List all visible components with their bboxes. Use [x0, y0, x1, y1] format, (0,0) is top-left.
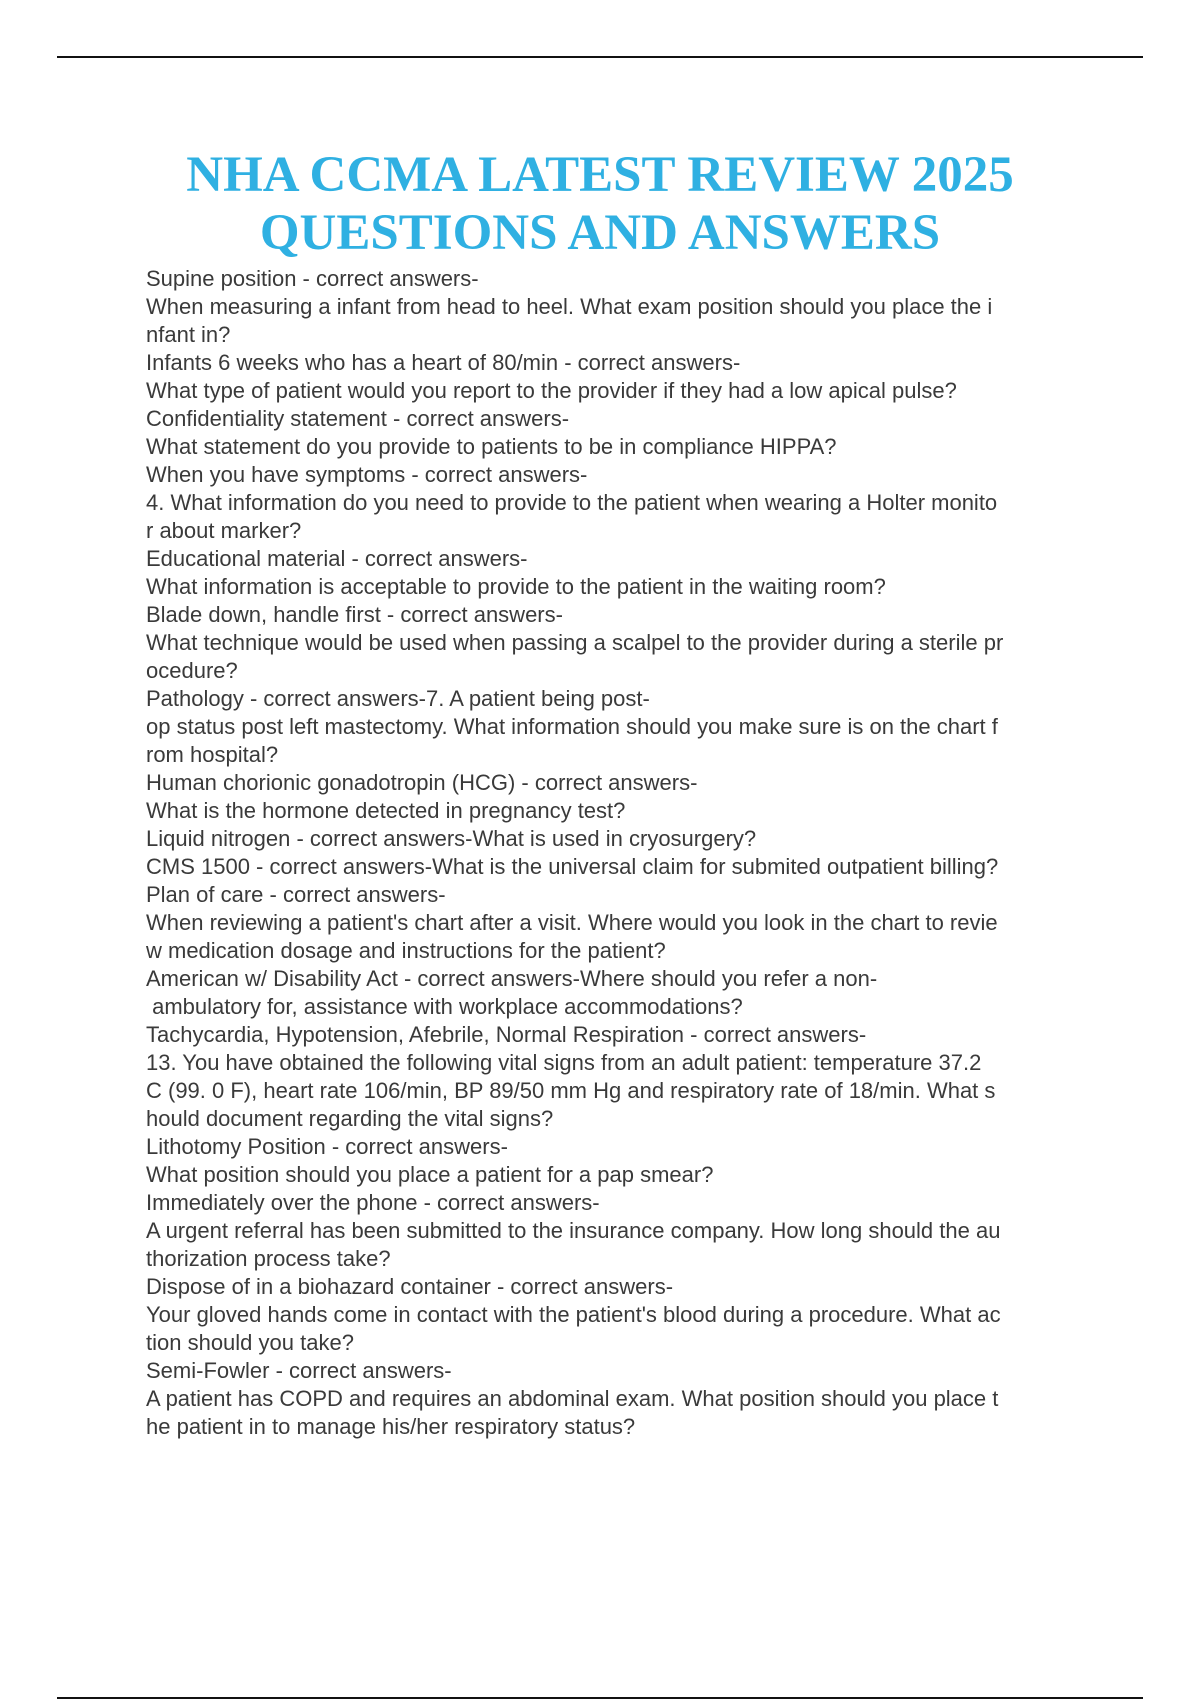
text-line: What technique would be used when passing a scalpel to the provider during a sterile pr — [146, 630, 1004, 655]
text-line: 4. What information do you need to provide to the patient when wearing a Holter monito — [146, 490, 998, 515]
text-line: Lithotomy Position - correct answers- — [146, 1134, 508, 1159]
text-line: Tachycardia, Hypotension, Afebrile, Normal Respiration - correct answers- — [146, 1022, 867, 1047]
text-line: Human chorionic gonadotropin (HCG) - correct answers- — [146, 770, 698, 795]
text-line: Educational material - correct answers- — [146, 546, 528, 571]
text-line: rom hospital? — [146, 742, 279, 767]
text-line: 13. You have obtained the following vital signs from an adult patient: temperature 37.2 — [146, 1050, 982, 1075]
text-line: Blade down, handle first - correct answers- — [146, 602, 563, 627]
text-line: CMS 1500 - correct answers-What is the universal claim for submited outpatient billing? — [146, 854, 999, 879]
text-line: hould document regarding the vital signs? — [146, 1106, 554, 1131]
text-line: A urgent referral has been submitted to the insurance company. How long should the au — [146, 1218, 1001, 1243]
text-line: What is the hormone detected in pregnancy test? — [146, 798, 626, 823]
text-line: Plan of care - correct answers- — [146, 882, 446, 907]
text-line: Supine position - correct answers- — [146, 266, 479, 291]
text-line: What information is acceptable to provide to the patient in the waiting room? — [146, 574, 886, 599]
text-line: Liquid nitrogen - correct answers-What is used in cryosurgery? — [146, 826, 757, 851]
text-line: Pathology - correct answers-7. A patient being post- — [146, 686, 650, 711]
top-rule — [57, 56, 1143, 58]
qa-body — [146, 265, 1096, 1441]
text-line: What type of patient would you report to the provider if they had a low apical pulse? — [146, 378, 957, 403]
text-line: r about marker? — [146, 518, 302, 543]
text-line: What statement do you provide to patients to be in compliance HIPPA? — [146, 434, 837, 459]
title-line-1: NHA CCMA LATEST REVIEW 2025 — [186, 147, 1014, 203]
text-line: thorization process take? — [146, 1246, 391, 1271]
text-line: Confidentiality statement - correct answers- — [146, 406, 570, 431]
text-line: w medication dosage and instructions for the patient? — [146, 938, 666, 963]
bottom-rule — [57, 1697, 1143, 1699]
text-line: he patient in to manage his/her respiratory status? — [146, 1414, 636, 1439]
text-line: ocedure? — [146, 658, 238, 683]
text-line: nfant in? — [146, 322, 231, 347]
text-line: Semi-Fowler - correct answers- — [146, 1358, 452, 1383]
text-line: What position should you place a patient for a pap smear? — [146, 1162, 714, 1187]
text-line: When reviewing a patient's chart after a visit. Where would you look in the chart to revie — [146, 910, 998, 935]
text-line: When measuring a infant from head to heel. What exam position should you place the i — [146, 294, 993, 319]
text-line: op status post left mastectomy. What information should you make sure is on the chart f — [146, 714, 998, 739]
text-line: tion should you take? — [146, 1330, 354, 1355]
text-line: A patient has COPD and requires an abdominal exam. What position should you place t — [146, 1386, 999, 1411]
text-line: Infants 6 weeks who has a heart of 80/min - correct answers- — [146, 350, 741, 375]
text-line: American w/ Disability Act - correct answers-Where should you refer a non- — [146, 966, 878, 991]
title-line-2: QUESTIONS AND ANSWERS — [259, 205, 941, 261]
page-title — [0, 146, 1200, 262]
text-line: When you have symptoms - correct answers- — [146, 462, 588, 487]
text-line: C (99. 0 F), heart rate 106/min, BP 89/50 mm Hg and respiratory rate of 18/min. What s — [146, 1078, 996, 1103]
text-line: Your gloved hands come in contact with the patient's blood during a procedure. What ac — [146, 1302, 1001, 1327]
text-line: Dispose of in a biohazard container - correct answers- — [146, 1274, 674, 1299]
text-line: ambulatory for, assistance with workplace accommodations? — [146, 994, 743, 1019]
text-line: Immediately over the phone - correct answers- — [146, 1190, 600, 1215]
